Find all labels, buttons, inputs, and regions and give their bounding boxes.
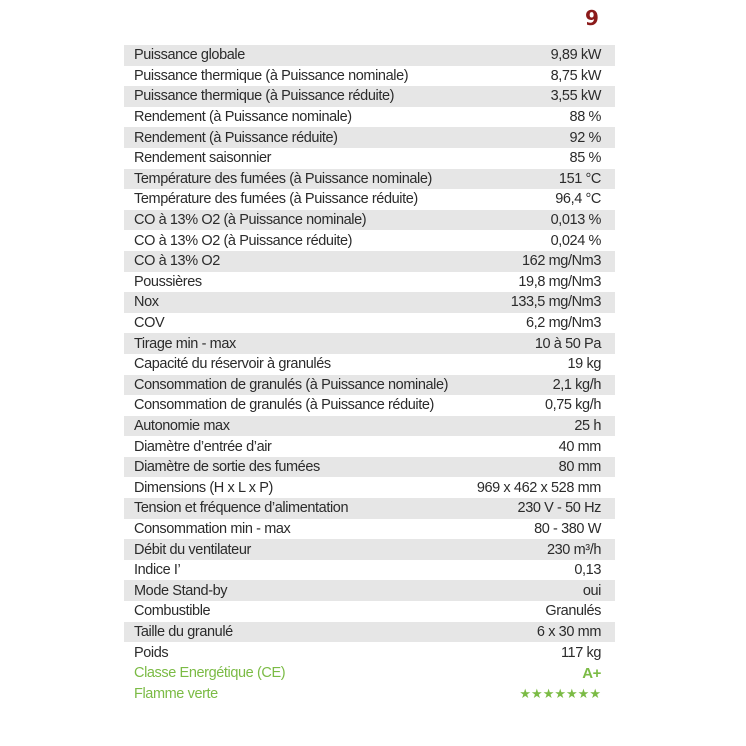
spec-value: 6 x 30 mm bbox=[536, 623, 601, 640]
spec-row bbox=[124, 539, 615, 560]
spec-row bbox=[124, 519, 615, 540]
spec-label: Consommation de granulés (à Puissance réduite) bbox=[134, 397, 434, 414]
spec-label: CO à 13% O2 bbox=[134, 253, 220, 270]
spec-label: Tension et fréquence d’alimentation bbox=[134, 500, 349, 517]
spec-row bbox=[124, 189, 615, 210]
spec-label: Rendement (à Puissance nominale) bbox=[134, 109, 352, 126]
spec-value: Granulés bbox=[545, 603, 601, 620]
spec-row bbox=[124, 230, 615, 251]
spec-row bbox=[124, 580, 615, 601]
spec-label: Dimensions (H x L x P) bbox=[134, 479, 273, 496]
energy-class-row bbox=[124, 663, 615, 684]
spec-value: 80 - 380 W bbox=[534, 520, 601, 537]
spec-row bbox=[124, 148, 615, 169]
spec-row bbox=[124, 436, 615, 457]
spec-label: Taille du granulé bbox=[134, 623, 233, 640]
spec-row bbox=[124, 333, 615, 354]
spec-row bbox=[124, 107, 615, 128]
spec-label: Autonomie max bbox=[134, 417, 230, 434]
spec-row bbox=[124, 642, 615, 663]
energy-class-label: Classe Energétique (CE) bbox=[134, 665, 286, 682]
spec-value: 85 % bbox=[569, 150, 601, 167]
spec-row bbox=[124, 601, 615, 622]
spec-row bbox=[124, 86, 615, 107]
spec-value: 151 °C bbox=[558, 170, 601, 187]
spec-label: Consommation de granulés (à Puissance nominale) bbox=[134, 376, 449, 393]
spec-value: 969 x 462 x 528 mm bbox=[476, 479, 601, 496]
spec-row bbox=[124, 560, 615, 581]
spec-label: COV bbox=[134, 315, 165, 332]
spec-label: Consommation min - max bbox=[134, 520, 291, 537]
spec-value: 9,89 kW bbox=[550, 47, 601, 64]
spec-row bbox=[124, 416, 615, 437]
spec-label: Mode Stand-by bbox=[134, 582, 228, 599]
spec-value: 230 m³/h bbox=[546, 541, 601, 558]
spec-value: 2,1 kg/h bbox=[552, 376, 601, 393]
spec-value: 8,75 kW bbox=[550, 67, 601, 84]
spec-table bbox=[124, 45, 615, 704]
spec-value: 88 % bbox=[569, 109, 601, 126]
spec-value: 19 kg bbox=[567, 356, 601, 373]
spec-value: oui bbox=[582, 582, 601, 599]
spec-label: Puissance thermique (à Puissance nominale) bbox=[134, 67, 409, 84]
spec-row bbox=[124, 354, 615, 375]
spec-value: 80 mm bbox=[558, 459, 601, 476]
spec-row bbox=[124, 66, 615, 87]
spec-value: 92 % bbox=[569, 129, 601, 146]
spec-row bbox=[124, 210, 615, 231]
spec-label: Température des fumées (à Puissance réduite) bbox=[134, 191, 418, 208]
spec-value: 117 kg bbox=[560, 644, 601, 661]
spec-label: Poussières bbox=[134, 273, 202, 290]
page-number: 9 bbox=[585, 6, 599, 30]
spec-row bbox=[124, 477, 615, 498]
spec-label: Indice I’ bbox=[134, 562, 181, 579]
flamme-verte-row bbox=[124, 683, 615, 704]
spec-label: Diamètre de sortie des fumées bbox=[134, 459, 320, 476]
spec-value: 6,2 mg/Nm3 bbox=[526, 315, 601, 332]
spec-row bbox=[124, 169, 615, 190]
spec-label: Débit du ventilateur bbox=[134, 541, 251, 558]
spec-value: 0,13 bbox=[574, 562, 601, 579]
spec-value: 0,75 kg/h bbox=[544, 397, 601, 414]
spec-label: Capacité du réservoir à granulés bbox=[134, 356, 331, 373]
spec-label: Diamètre d’entrée d’air bbox=[134, 438, 272, 455]
spec-row bbox=[124, 272, 615, 293]
spec-label: CO à 13% O2 (à Puissance réduite) bbox=[134, 232, 353, 249]
spec-row bbox=[124, 395, 615, 416]
spec-row bbox=[124, 498, 615, 519]
spec-row bbox=[124, 313, 615, 334]
spec-value: 96,4 °C bbox=[555, 191, 601, 208]
spec-label: Combustible bbox=[134, 603, 211, 620]
spec-label: Puissance globale bbox=[134, 47, 245, 64]
spec-label: Nox bbox=[134, 294, 159, 311]
spec-value: 230 V - 50 Hz bbox=[517, 500, 601, 517]
spec-value: 25 h bbox=[574, 417, 601, 434]
spec-label: Puissance thermique (à Puissance réduite) bbox=[134, 88, 395, 105]
spec-row bbox=[124, 292, 615, 313]
spec-value: 0,024 % bbox=[550, 232, 601, 249]
spec-row bbox=[124, 45, 615, 66]
star-rating-icon: ★★★★★★★ bbox=[519, 685, 601, 701]
spec-value: 133,5 mg/Nm3 bbox=[510, 294, 601, 311]
spec-label: Rendement (à Puissance réduite) bbox=[134, 129, 338, 146]
spec-row bbox=[124, 457, 615, 478]
spec-value: 40 mm bbox=[558, 438, 601, 455]
flamme-verte-label: Flamme verte bbox=[134, 685, 218, 702]
spec-row bbox=[124, 622, 615, 643]
spec-value: 0,013 % bbox=[550, 212, 601, 229]
spec-label: Rendement saisonnier bbox=[134, 150, 272, 167]
spec-row bbox=[124, 375, 615, 396]
spec-row bbox=[124, 251, 615, 272]
spec-value: 3,55 kW bbox=[550, 88, 601, 105]
spec-label: Température des fumées (à Puissance nominale) bbox=[134, 170, 432, 187]
spec-label: Poids bbox=[134, 644, 169, 661]
energy-class-value: A+ bbox=[582, 664, 601, 682]
spec-label: CO à 13% O2 (à Puissance nominale) bbox=[134, 212, 367, 229]
spec-value: 162 mg/Nm3 bbox=[521, 253, 601, 270]
spec-value: 10 à 50 Pa bbox=[534, 335, 601, 352]
spec-value: 19,8 mg/Nm3 bbox=[518, 273, 601, 290]
spec-row bbox=[124, 127, 615, 148]
spec-label: Tirage min - max bbox=[134, 335, 236, 352]
